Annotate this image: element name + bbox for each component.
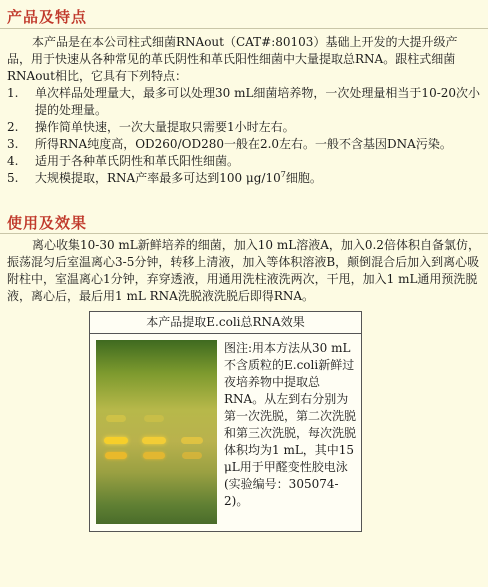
list-text: 所得RNA纯度高，OD260/OD280一般在2.0左右。一般不含基因DNA污染。: [35, 137, 452, 151]
list-text: 适用于各种革氏阴性和革氏阳性细菌。: [35, 154, 240, 168]
list-text: 操作简单快速，一次大量提取只需要1小时左右。: [35, 120, 295, 134]
list-text: 大规模提取，RNA产率最多可达到100 μg/10: [35, 171, 281, 185]
list-item: [7, 85, 481, 119]
divider: [0, 28, 488, 29]
list-number: 3.: [7, 137, 19, 151]
list-item: [7, 170, 481, 187]
list-number: 1.: [7, 86, 19, 100]
gel-lane: [104, 340, 128, 524]
gel-lane: [142, 340, 166, 524]
list-item: [7, 153, 481, 170]
figure-caption: 图注:用本方法从30 mL不含质粒的E.coli新鲜过夜培养物中提取总RNA。从左到右分别为第一次洗脱，第二次洗脱和第三次洗脱，每次洗脱体积均为1 mL，其中15 μL用于甲醛变性胶电泳(实验编号：305074-2)。: [224, 341, 357, 508]
list-number: 2.: [7, 120, 19, 134]
section-title-features: 产品及特点: [7, 8, 88, 26]
list-text-end: 细胞。: [285, 171, 322, 185]
superscript: 7: [280, 170, 286, 179]
section-title-usage: 使用及效果: [7, 214, 88, 232]
gel-lane: [180, 340, 204, 524]
intro-paragraph: 本产品是在本公司柱式细菌RNAout（CAT#:80103）基础上开发的大提升级产品，用于快速从各种常见的革氏阴性和革氏阳性细菌中大量提取总RNA。跟柱式细菌RNAout相比，它具有下列特点：: [7, 35, 458, 83]
figure-title: 本产品提取E.coli总RNA效果: [90, 312, 361, 334]
list-number: 4.: [7, 154, 19, 168]
list-text: 单次样品处理量大，最多可以处理30 mL细菌培养物，一次处理量相当于10-20次小提的处理量。: [35, 86, 481, 117]
gel-image: [96, 340, 217, 524]
list-number: 5.: [7, 171, 19, 185]
list-item: [7, 136, 481, 153]
figure-box: [89, 311, 362, 532]
feature-list: [7, 85, 481, 187]
usage-paragraph: 离心收集10-30 mL新鲜培养的细菌，加入10 mL溶液A，加入0.2倍体积自备氯仿，振荡混匀后室温离心3-5分钟，转移上清液，加入等体积溶液B，颠倒混合后加入到离心吸附柱中，室温离心1分钟，弃穿透液，用通用洗柱液洗两次，干甩，加入1 mL通用预洗脱液，离心后，最后用1 mL RNA洗脱液洗脱后即得RNA。: [7, 238, 480, 303]
divider: [0, 233, 488, 234]
list-item: [7, 119, 481, 136]
